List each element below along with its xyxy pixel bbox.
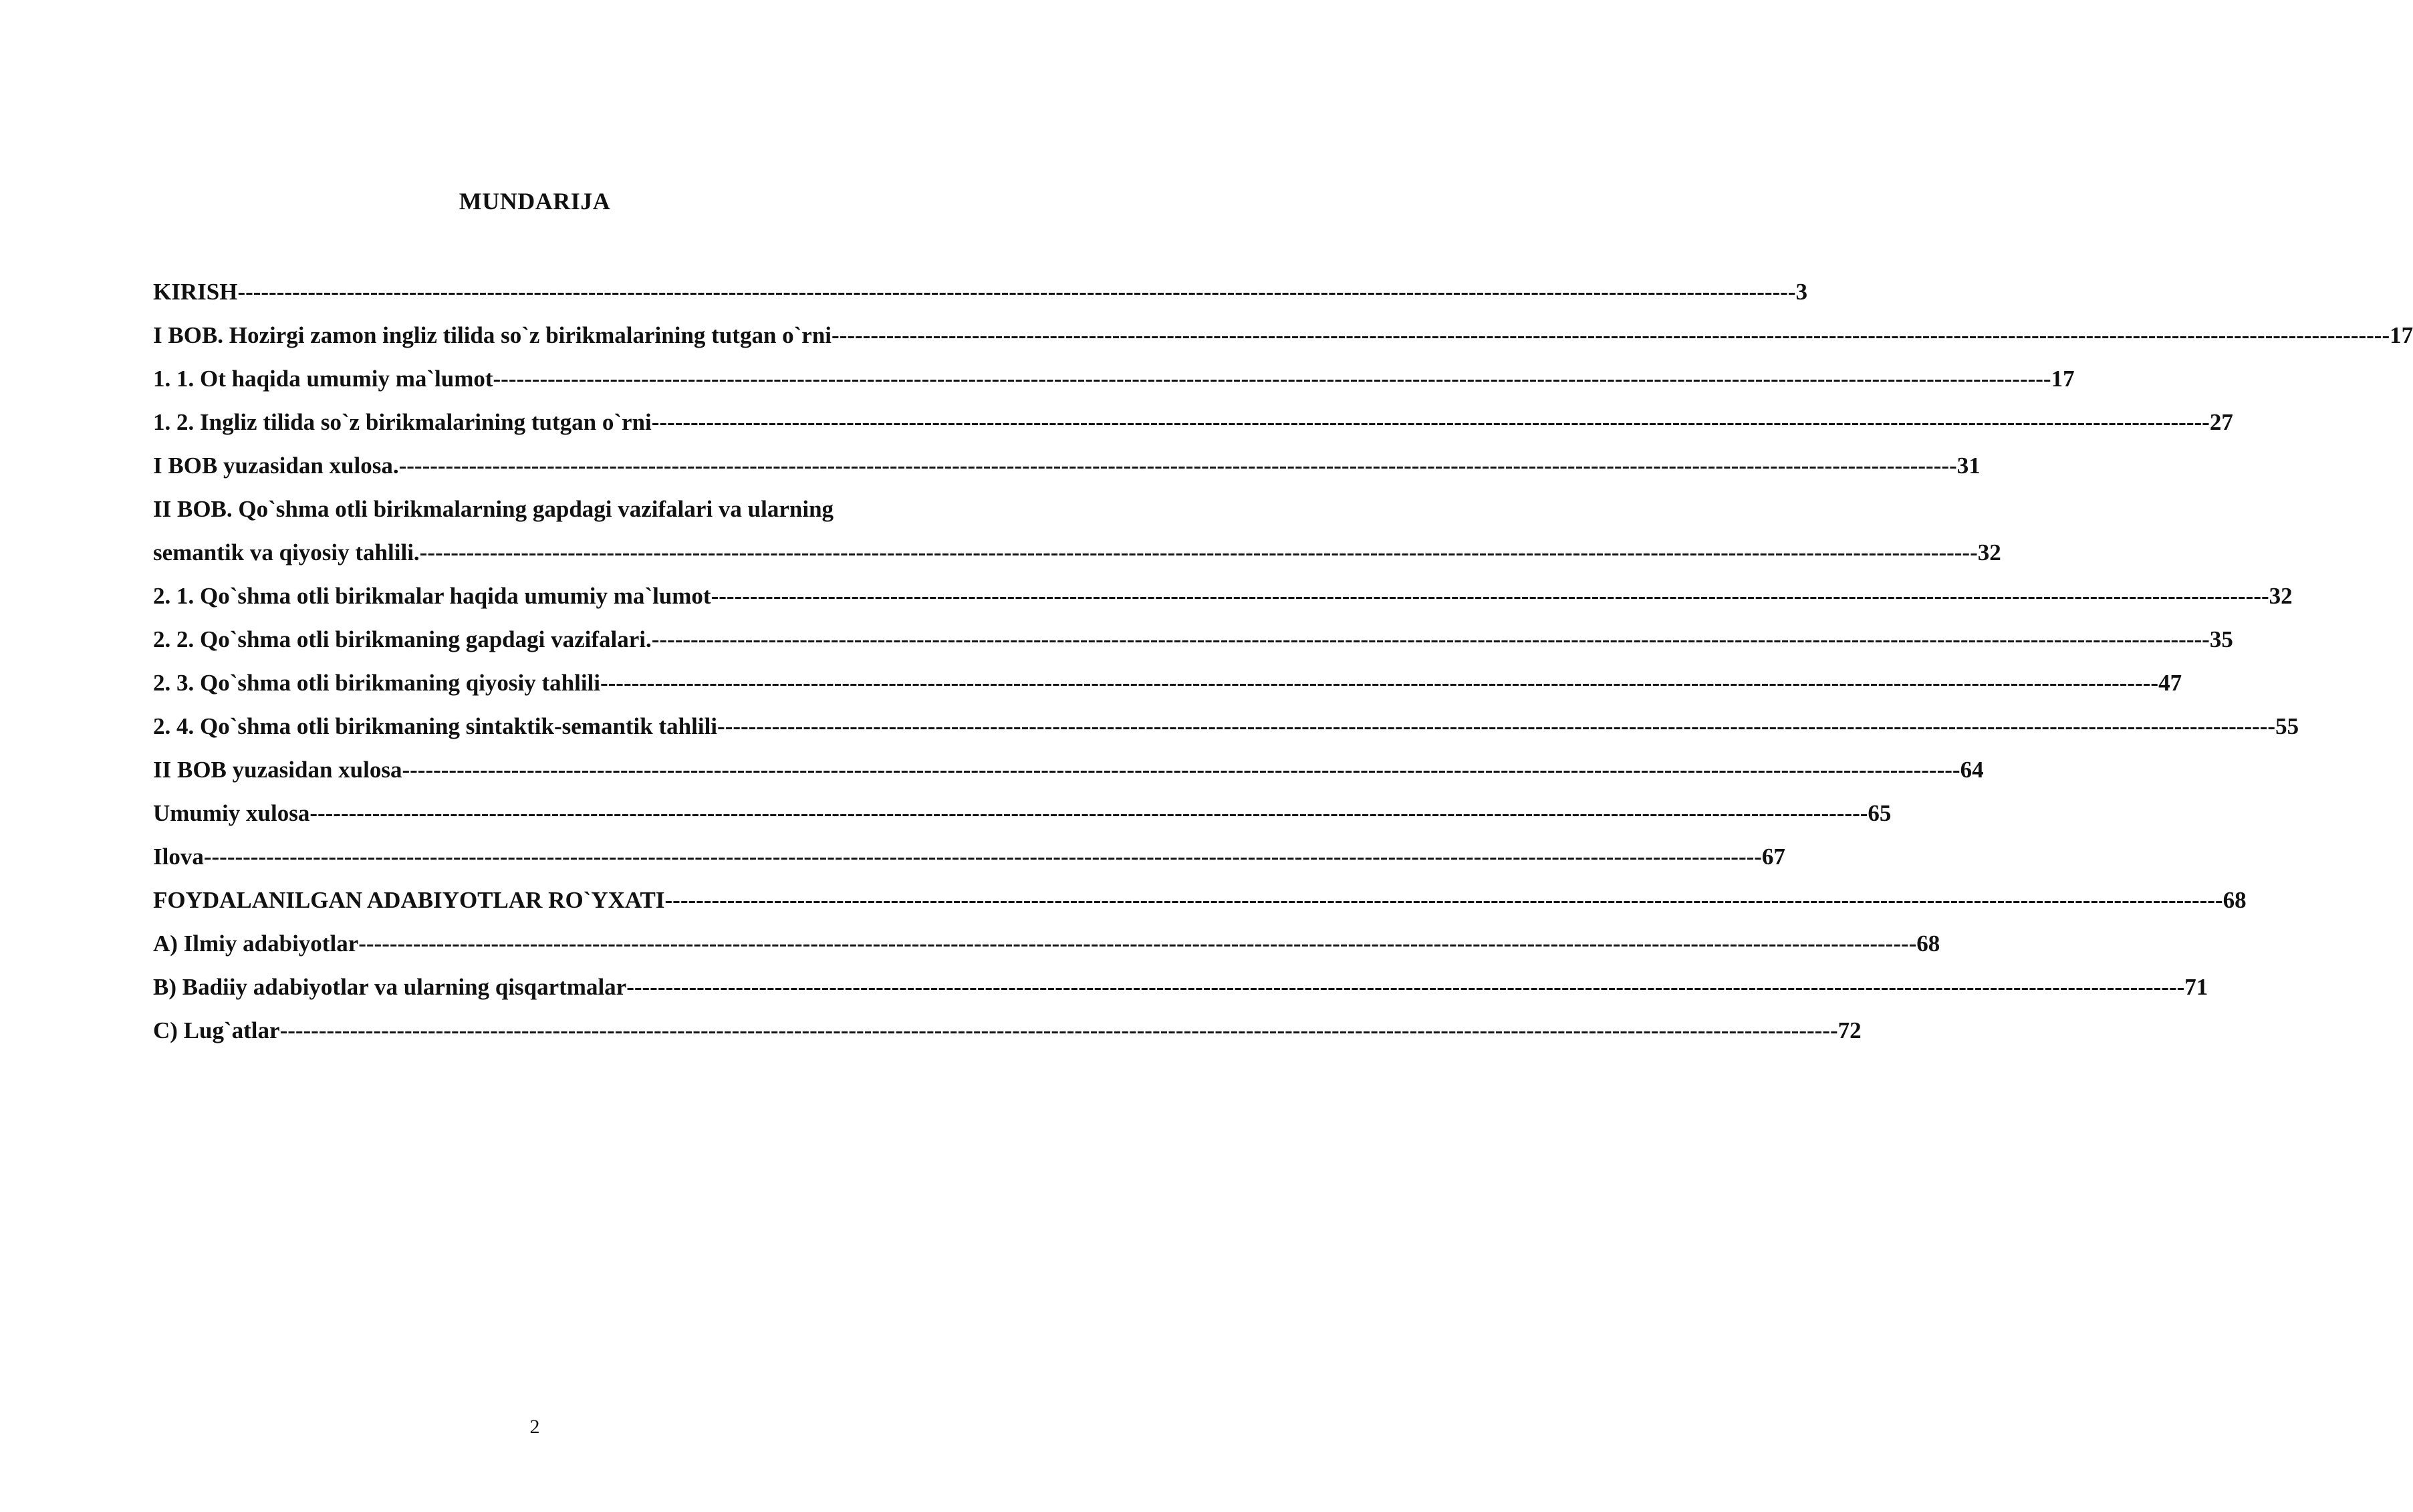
toc-entry-label: II BOB yuzasidan xulosa (153, 757, 402, 783)
toc-leader-dashes: -------------------------------------------------------------------------------------------------------------------------------------------------------------------------------------------------------- (626, 974, 2185, 1000)
toc-entry-page: 32 (2269, 583, 2293, 609)
toc-entry-page: 68 (2222, 887, 2247, 913)
toc-leader-dashes: -------------------------------------------------------------------------------------------------------------------------------------------------------------------------------------------------------- (717, 713, 2276, 739)
toc-entry-label: 1. 1. Ot haqida umumiy ma`lumot (153, 366, 493, 392)
toc-leader-dashes: -------------------------------------------------------------------------------------------------------------------------------------------------------------------------------------------------------- (419, 539, 1978, 565)
toc-entry-label: 1. 2. Ingliz tilida so`z birikmalarining tutgan o`rni (153, 409, 652, 435)
toc-entry-chapter-2-cont[interactable] (153, 531, 2001, 574)
toc-entry-page: 65 (1868, 800, 1892, 826)
toc-entry-label: I BOB. Hozirgi zamon ingliz tilida so`z birikmalarining tutgan o`rni (153, 322, 832, 348)
toc-leader-dashes: -------------------------------------------------------------------------------------------------------------------------------------------------------------------------------------------------------- (279, 1017, 1838, 1043)
toc-entry-page: 17 (2051, 366, 2075, 392)
toc-entry-page: 3 (1795, 279, 1807, 305)
toc-entry-label: A) Ilmiy adabiyotlar (153, 930, 359, 957)
toc-leader-dashes: -------------------------------------------------------------------------------------------------------------------------------------------------------------------------------------------------------- (309, 800, 1868, 826)
toc-leader-dashes: -------------------------------------------------------------------------------------------------------------------------------------------------------------------------------------------------------- (711, 583, 2269, 609)
toc-entry-page: 31 (1956, 453, 1981, 479)
toc-entry-page: 55 (2275, 713, 2299, 739)
toc-entry-label: I BOB yuzasidan xulosa. (153, 453, 399, 479)
toc-entry-page: 68 (1916, 930, 1940, 957)
toc-entry-dictionaries[interactable] (153, 1009, 1862, 1052)
toc-entry-2-3[interactable] (153, 661, 2182, 705)
toc-entry-page: 71 (2184, 974, 2208, 1000)
toc-entry-label: semantik va qiyosiy tahlili. (153, 539, 420, 565)
toc-entry-label: 2. 4. Qo`shma otli birikmaning sintaktik-semantik tahlili (153, 713, 718, 739)
toc-entry-page: 72 (1837, 1017, 1862, 1043)
toc-leader-dashes: -------------------------------------------------------------------------------------------------------------------------------------------------------------------------------------------------------- (203, 844, 1762, 870)
toc-leader-dashes: -------------------------------------------------------------------------------------------------------------------------------------------------------------------------------------------------------- (358, 930, 1917, 957)
toc-entry-chapter-1[interactable] (153, 313, 2413, 357)
toc-entry-chapter-1-conclusion[interactable] (153, 444, 1981, 487)
toc-leader-dashes: -------------------------------------------------------------------------------------------------------------------------------------------------------------------------------------------------------- (600, 670, 2159, 696)
toc-entry-page: 17 (2390, 322, 2413, 348)
toc-entry-kirish[interactable] (153, 270, 1807, 313)
toc-entry-scientific-literature[interactable] (153, 922, 1940, 965)
toc-entry-general-conclusion[interactable] (153, 791, 1892, 835)
toc-leader-dashes: -------------------------------------------------------------------------------------------------------------------------------------------------------------------------------------------------------- (237, 279, 1796, 305)
toc-entry-1-1[interactable] (153, 357, 2075, 400)
toc-entry-2-1[interactable] (153, 574, 2293, 618)
toc-entry-page: 27 (2209, 409, 2233, 435)
toc-entry-label: 2. 2. Qo`shma otli birikmaning gapdagi vazifalari. (153, 626, 652, 652)
toc-entry-label: C) Lug`atlar (153, 1017, 280, 1043)
toc-leader-dashes: -------------------------------------------------------------------------------------------------------------------------------------------------------------------------------------------------------- (398, 453, 1957, 479)
toc-entry-1-2[interactable] (153, 400, 2233, 444)
toc-entry-page: 32 (1977, 539, 2001, 565)
toc-entry-appendix[interactable] (153, 835, 1785, 878)
toc-leader-dashes: -------------------------------------------------------------------------------------------------------------------------------------------------------------------------------------------------------- (832, 322, 2390, 348)
toc-entry-label: FOYDALANILGAN ADABIYOTLAR RO`YXATI (153, 887, 665, 913)
toc-entry-2-4[interactable] (153, 705, 2299, 748)
toc-entry-fiction-literature[interactable] (153, 965, 2208, 1009)
toc-entry-page: 35 (2209, 626, 2233, 652)
toc-leader-dashes: -------------------------------------------------------------------------------------------------------------------------------------------------------------------------------------------------------- (493, 366, 2051, 392)
toc-entry-chapter-2-conclusion[interactable] (153, 748, 1984, 791)
toc-entry-label: Umumiy xulosa (153, 800, 310, 826)
toc-entry-page: 47 (2158, 670, 2182, 696)
toc-entry-bibliography[interactable] (153, 878, 2247, 922)
toc-entry-label: 2. 1. Qo`shma otli birikmalar haqida umumiy ma`lumot (153, 583, 711, 609)
toc-leader-dashes: -------------------------------------------------------------------------------------------------------------------------------------------------------------------------------------------------------- (651, 626, 2210, 652)
toc-entry-page: 64 (1960, 757, 1984, 783)
page-title: MUNDARIJA (459, 188, 611, 215)
toc-entry-label: II BOB. Qo`shma otli birikmalarning gapdagi vazifalari va ularning (153, 496, 834, 522)
table-of-contents (153, 270, 2413, 1052)
toc-leader-dashes: -------------------------------------------------------------------------------------------------------------------------------------------------------------------------------------------------------- (651, 409, 2210, 435)
page-number: 2 (529, 1416, 540, 1438)
toc-entry-page: 67 (1761, 844, 1785, 870)
toc-leader-dashes: -------------------------------------------------------------------------------------------------------------------------------------------------------------------------------------------------------- (664, 887, 2223, 913)
toc-entry-label: 2. 3. Qo`shma otli birikmaning qiyosiy tahlili (153, 670, 600, 696)
toc-entry-chapter-2[interactable] (153, 487, 989, 531)
toc-entry-label: Ilova (153, 844, 204, 870)
toc-entry-2-2[interactable] (153, 618, 2233, 661)
toc-entry-label: KIRISH (153, 279, 238, 305)
toc-entry-label: B) Badiiy adabiyotlar va ularning qisqartmalar (153, 974, 627, 1000)
toc-leader-dashes: -------------------------------------------------------------------------------------------------------------------------------------------------------------------------------------------------------- (402, 757, 1960, 783)
